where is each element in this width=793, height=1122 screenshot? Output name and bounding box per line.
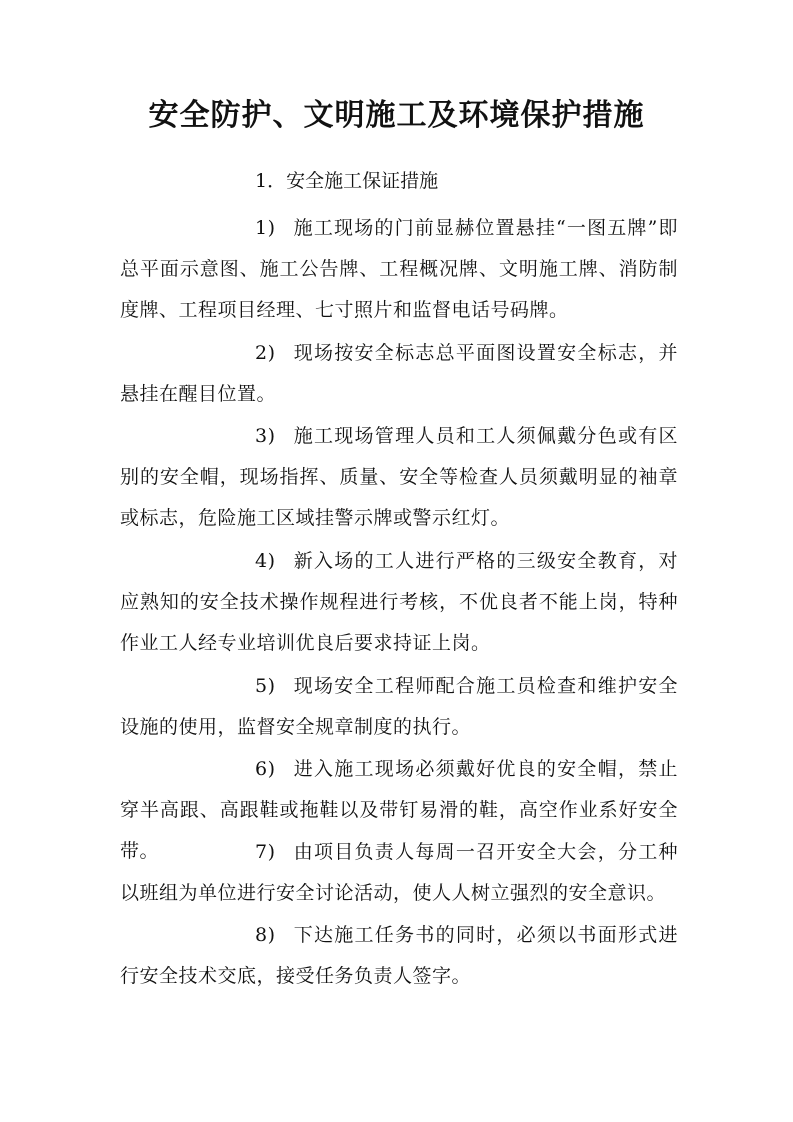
item-number: 3) (255, 425, 276, 447)
item-number: 5) (255, 675, 276, 697)
item-text: 进入施工现场必须戴好优良的安全帽，禁止穿半高跟、高跟鞋或拖鞋以及带钉易滑的鞋，高空作业系好安全带。 (120, 758, 678, 862)
list-item (120, 208, 678, 331)
section-heading: 1．安全施工保证措施 (255, 170, 439, 192)
list-item (120, 666, 678, 748)
item-text: 由项目负责人每周一召开安全大会，分工种以班组为单位进行安全讨论活动，使人人树立强烈的安全意识。 (120, 841, 678, 904)
item-number: 7) (255, 841, 276, 863)
page-title: 安全防护、文明施工及环境保护措施 (148, 98, 645, 133)
item-text: 施工现场管理人员和工人须佩戴分色或有区别的安全帽，现场指挥、质量、安全等检查人员须戴明显的袖章或标志，危险施工区域挂警示牌或警示红灯。 (120, 425, 678, 529)
item-number: 6) (255, 758, 276, 780)
list-item (120, 915, 678, 997)
item-number: 4) (255, 550, 276, 572)
item-text: 新入场的工人进行严格的三级安全教育，对应熟知的安全技术操作规程进行考核，不优良者不能上岗，特种作业工人经专业培训优良后要求持证上岗。 (120, 550, 678, 654)
list-item (120, 416, 678, 539)
item-number: 8) (255, 924, 276, 946)
list-item (120, 333, 678, 415)
item-text: 现场安全工程师配合施工员检查和维护安全设施的使用，监督安全规章制度的执行。 (120, 675, 678, 738)
item-text: 施工现场的门前显赫位置悬挂“一图五牌”即总平面示意图、施工公告牌、工程概况牌、文明施工牌、消防制度牌、工程项目经理、七寸照片和监督电话号码牌。 (120, 217, 678, 321)
item-number: 2) (255, 342, 276, 364)
list-item (120, 541, 678, 664)
item-number: 1) (255, 217, 276, 239)
item-text: 下达施工任务书的同时，必须以书面形式进行安全技术交底，接受任务负责人签字。 (120, 924, 678, 987)
list-item (120, 832, 678, 914)
item-text: 现场按安全标志总平面图设置安全标志，并悬挂在醒目位置。 (120, 342, 678, 405)
